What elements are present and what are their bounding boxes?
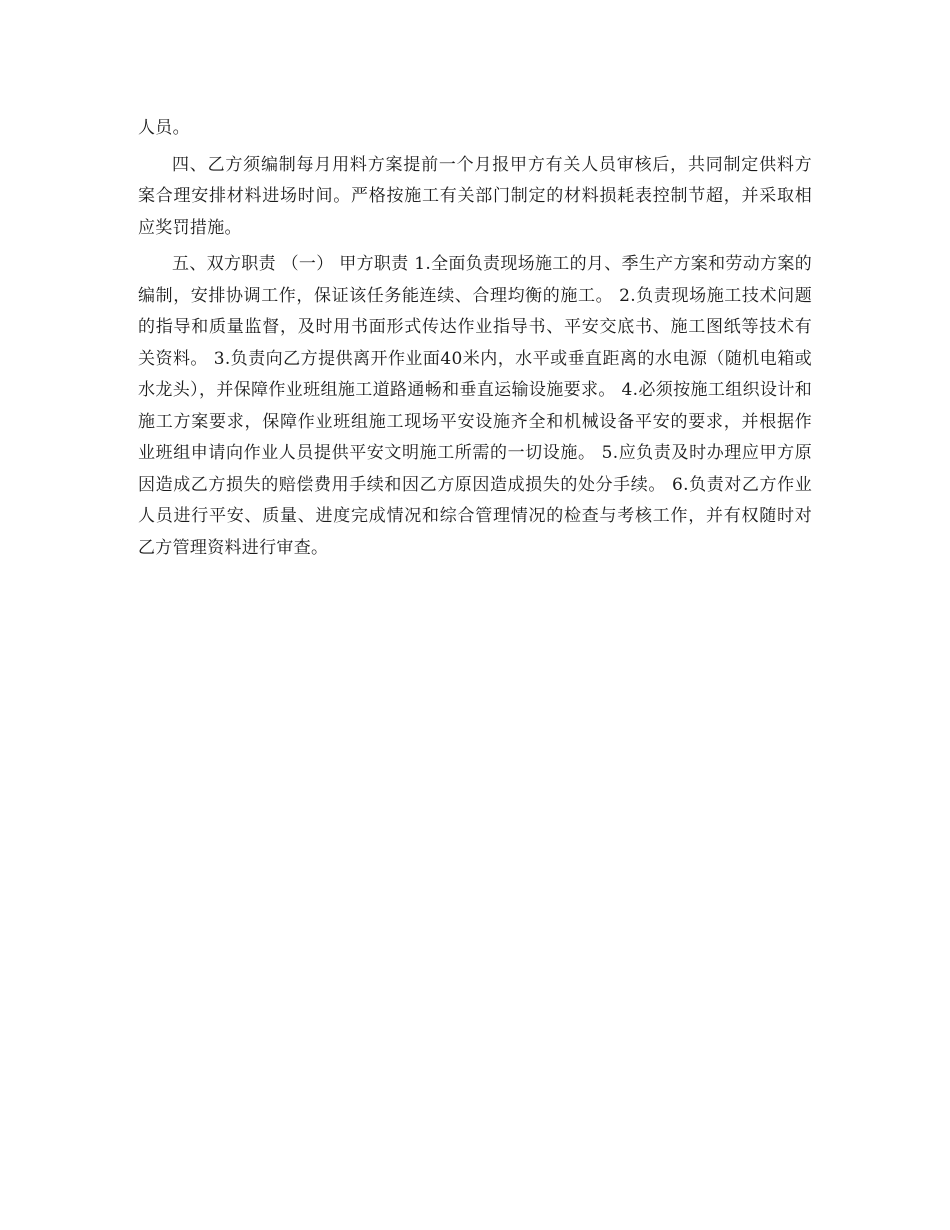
paragraph-party-duties: 五、双方职责 （一） 甲方职责 1.全面负责现场施工的月、季生产方案和劳动方案的编制，安排协调工作，保证该任务能连续、合理均衡的施工。 2.负责现场施工技术问题的指导和质量监督，及时用书面形式传达作业指导书、平安交底书、施工图纸等技术有关资料。 3.负责向乙方提供离开作业面40米内，水平或垂直距离的水电源（随机电箱或水龙头），并保障作业班组施工道路通畅和垂直运输设施要求。 4.必须按施工组织设计和施工方案要求，保障作业班组施工现场平安设施齐全和机械设备平安的要求，并根据作业班组申请向作业人员提供平安文明施工所需的一切设施。 5.应负责及时办理应甲方原因造成乙方损失的赔偿费用手续和因乙方原因造成损失的处分手续。 6.负责对乙方作业人员进行平安、质量、进度完成情况和综合管理情况的检查与考核工作，并有权随时对乙方管理资料进行审查。 — [138, 254, 812, 558]
paragraph-material-plan: 四、乙方须编制每月用料方案提前一个月报甲方有关人员审核后，共同制定供料方案合理安排材料进场时间。严格按施工有关部门制定的材料损耗表控制节超，并采取相应奖罚措施。 — [138, 154, 812, 238]
paragraph-continuation: 人员。 — [138, 118, 190, 138]
document-body — [138, 113, 812, 569]
